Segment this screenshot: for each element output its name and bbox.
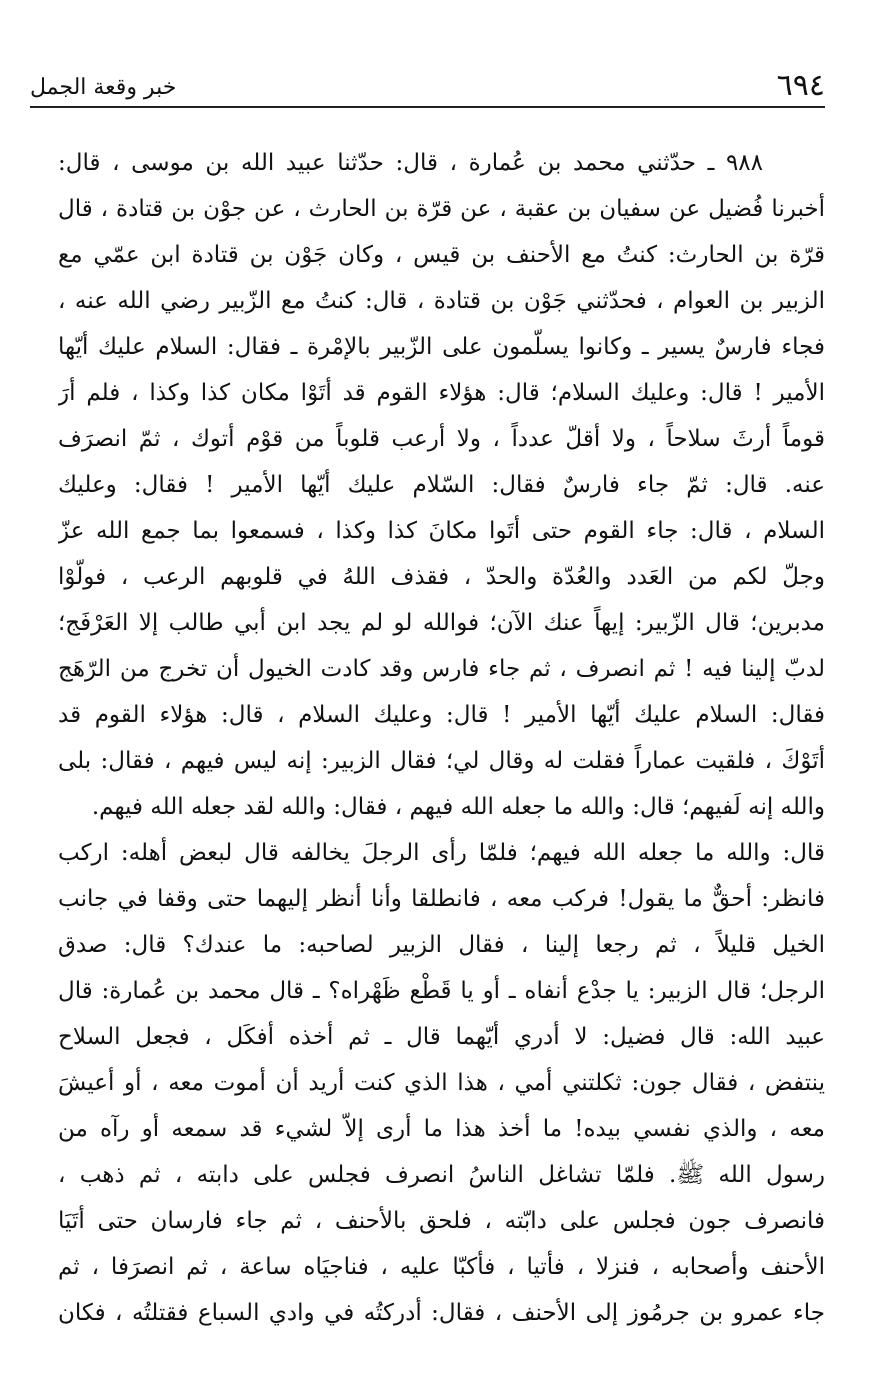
text-line-20: عبيد الله: قال فضيل: لا أدري أيّهما قال ـ ثم أخذه أفكَل ، فجعل السلاح (58, 1024, 825, 1050)
text-line-02: أخبرنا فُضيل عن سفيان بن عقبة ، عن قرّة بن الحارث ، عن جوْن بن قتادة ، قال (58, 196, 825, 222)
running-title: خبر وقعة الجمل (30, 75, 177, 100)
page-number: ٦٩٤ (776, 68, 825, 103)
text-line-26: جاء عمرو بن جرمُوز إلى الأحنف ، فقال: أدركتُه في وادي السباع فقتلتُه ، فكان (58, 1300, 825, 1326)
text-line-25: الأحنف وأصحابه ، فنزلا ، فأتيا ، فأكبّا عليه ، فناجيَاه ساعة ، ثم انصرَفا ، ثم (58, 1254, 825, 1280)
text-line-13: فقال: السلام عليك أيّها الأمير ! قال: وعليك السلام ، قال: هؤلاء القوم قد (58, 702, 825, 728)
text-line-16: قال: والله ما جعله الله فيهم؛ فلمّا رأى الرجلَ يخالفه قال لبعض أهله: اركب (58, 840, 825, 866)
text-line-10: وجلّ لكم من العَدد والعُدّة والحدّ ، فقذف اللهُ في قلوبهم الرعب ، فولّوْا (58, 564, 825, 590)
text-line-23: رسول الله ﷺ. فلمّا تشاغل الناسُ انصرف فجلس على دابته ، ثم ذهب ، (58, 1162, 825, 1188)
text-line-07: قوماً أرثَ سلاحاً ، ولا أقلّ عدداً ، ولا أرعب قلوباً من قوْم أتوك ، ثمّ انصرَف (58, 426, 825, 452)
text-line-18: الخيل قليلاً ، ثم رجعا إلينا ، فقال الزبير لصاحبه: ما عندك؟ قال: صدق (58, 932, 825, 958)
text-line-19: الرجل؛ قال الزبير: يا جدْع أنفاه ـ أو يا قَطْع ظَهْراه؟ ـ قال محمد بن عُمارة: قال (58, 978, 825, 1004)
text-line-21: ينتفض ، فقال جون: ثكلتني أمي ، هذا الذي كنت أريد أن أموت معه ، أو أعيشَ (58, 1070, 825, 1096)
header-rule (30, 106, 825, 108)
text-line-17: فانظر: أحقٌّ ما يقول! فركب معه ، فانطلقا وأنا أنظر إليهما حتى وقفا في جانب (58, 886, 825, 912)
text-line-08: عنه. قال: ثمّ جاء فارسٌ فقال: السّلام عليك أيّها الأمير ! فقال: وعليك (58, 472, 825, 498)
text-line-12: لدبّ إلينا فيه ! ثم انصرف ، ثم جاء فارس وقد كادت الخيول أن تخرج من الرّهَج (58, 656, 825, 682)
text-line-24: فانصرف جون فجلس على دابّته ، فلحق بالأحنف ، ثم جاء فارسان حتى أتَيَا (58, 1208, 825, 1234)
text-line-15: والله إنه لَفيهم؛ قال: والله ما جعله الله فيهم ، فقال: والله لقد جعله الله فيهم. (91, 794, 825, 820)
text-line-01: ٩٨٨ ـ حدّثني محمد بن عُمارة ، قال: حدّثنا عبيد الله بن موسى ، قال: (58, 150, 763, 176)
body-text (58, 140, 825, 1336)
text-line-03: قرّة بن الحارث: كنتُ مع الأحنف بن قيس ، وكان جَوْن بن قتادة ابن عمّي مع (58, 242, 825, 268)
text-line-09: السلام ، قال: جاء القوم حتى أتَوا مكانَ كذا وكذا ، فسمعوا بما جمع الله عزّ (58, 518, 825, 544)
running-head (30, 66, 825, 106)
text-line-06: الأمير ! قال: وعليك السلام؛ قال: هؤلاء القوم قد أتَوْا مكان كذا وكذا ، فلم أرَ (58, 380, 825, 406)
text-line-14: أتَوْكَ ، فلقيت عماراً فقلت له وقال لي؛ فقال الزبير: إنه ليس فيهم ، فقال: بلى (58, 748, 825, 774)
text-line-05: فجاء فارسٌ يسير ـ وكانوا يسلّمون على الزّبير بالإمْرة ـ فقال: السلام عليك أيّها (58, 334, 825, 360)
text-line-04: الزبير بن العوام ، فحدّثني جَوْن بن قتادة ، قال: كنتُ مع الزّبير رضي الله عنه ، (58, 288, 825, 314)
text-line-22: معه ، والذي نفسي بيده! ما أخذ هذا ما أرى إلاّ لشيء قد سمعه أو رآه من (58, 1116, 825, 1142)
text-line-11: مدبرين؛ قال الزّبير: إيهاً عنك الآن؛ فوالله لو لم يجد ابن أبي طالب إلا العَرْفَج؛ (58, 610, 825, 636)
